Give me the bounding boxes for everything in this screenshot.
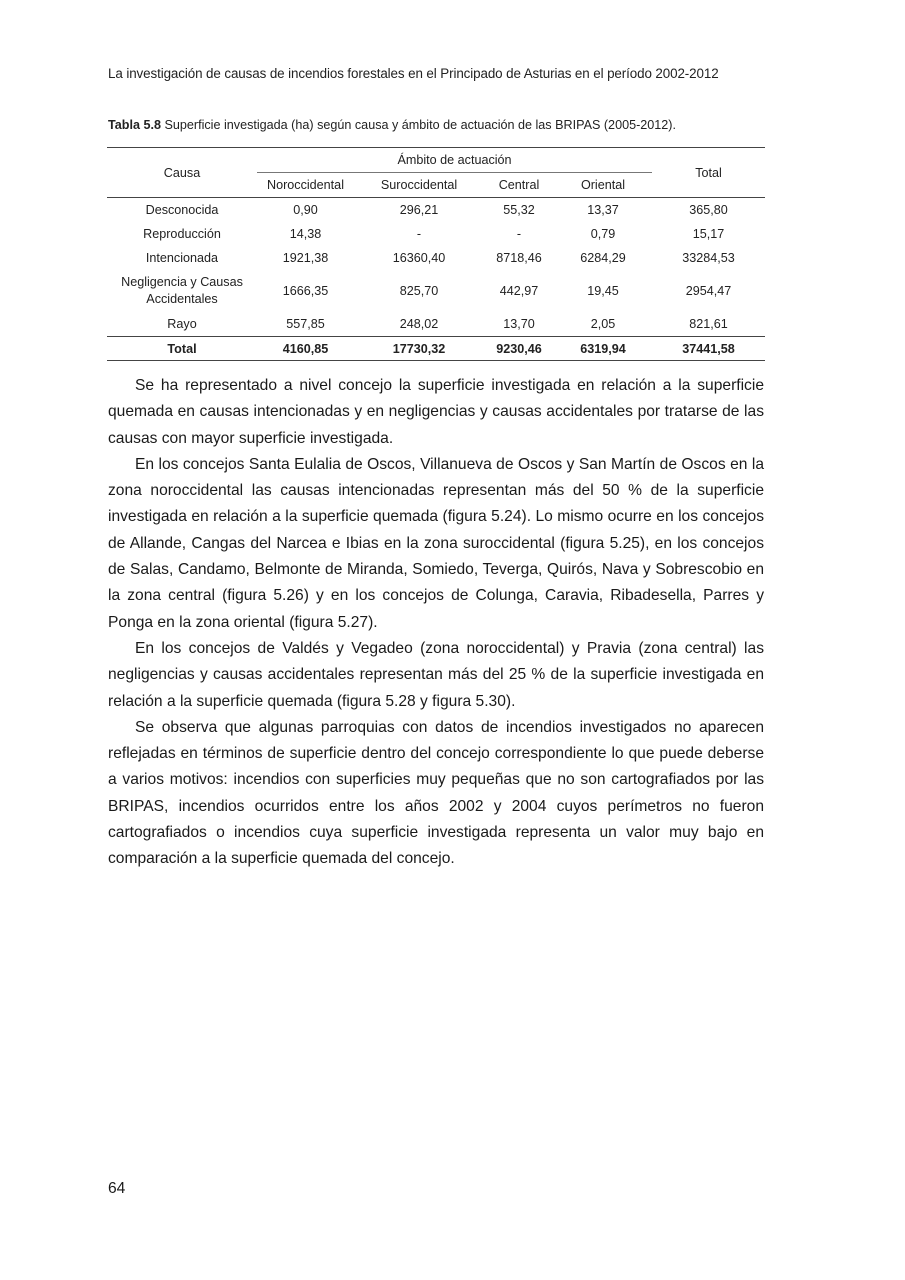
cell-value: 6284,29 bbox=[580, 251, 626, 265]
cell-value: 8718,46 bbox=[496, 251, 542, 265]
cell-value: 55,32 bbox=[503, 203, 535, 217]
cell-total: 821,61 bbox=[689, 317, 728, 331]
paragraph: En los concejos de Valdés y Vegadeo (zona noroccidental) y Pravia (zona central) las negligencias y causas accidentales representan más del 25 % de la superficie investigada en relación a la superficie quemada (figura 5.28 y figura 5.30). bbox=[108, 639, 764, 710]
cell-value: 19,45 bbox=[587, 284, 619, 298]
cell-value: 13,37 bbox=[587, 203, 619, 217]
header-ambito: Ámbito de actuación bbox=[257, 148, 652, 173]
cell-value: 13,70 bbox=[503, 317, 535, 331]
table-caption bbox=[108, 118, 676, 132]
row-causa-line: Accidentales bbox=[146, 292, 218, 306]
body-text bbox=[108, 373, 764, 873]
cell-total: 15,17 bbox=[692, 227, 725, 241]
header-central: Central bbox=[484, 173, 554, 198]
cell-value: 557,85 bbox=[286, 317, 325, 331]
cell-value: 0,90 bbox=[293, 203, 318, 217]
row-causa: Reproducción bbox=[143, 226, 221, 241]
table-row bbox=[107, 312, 765, 337]
row-causa: Intencionada bbox=[145, 250, 219, 265]
table-row bbox=[107, 270, 765, 312]
table-header-row bbox=[107, 148, 765, 173]
paragraph: En los concejos Santa Eulalia de Oscos, Villanueva de Oscos y San Martín de Oscos en la zona noroccidental las causas intencionadas representan más del 50 % de la superficie investigada en relación a la superficie quemada (figura 5.24). Lo mismo ocurre en los concejos de Allande, Cangas del Narcea e Ibias en la zona suroccidental (figura 5.25), en los concejos de Salas, Candamo, Belmonte de Miranda, Somiedo, Teverga, Quirós, Nava y Sobrescobio en la zona central (figura 5.26) y en los concejos de Colunga, Caravia, Ribadesella, Parres y Ponga en la zona oriental (figura 5.27). bbox=[108, 455, 764, 631]
cell-value: - bbox=[416, 227, 422, 241]
cell-value: 1666,35 bbox=[282, 284, 329, 298]
table-caption-label: Tabla 5.8 bbox=[108, 118, 161, 132]
table-total-row bbox=[107, 337, 765, 361]
cell-value: 1921,38 bbox=[282, 251, 329, 265]
row-causa bbox=[107, 270, 257, 312]
paragraph: Se observa que algunas parroquias con datos de incendios investigados no aparecen reflejadas en términos de superficie dentro del concejo correspondiente lo que puede deberse a varios motivos: incendios con superficies muy pequeñas que no son cartografiados por las BRIPAS, incendios ocurridos entre los años 2002 y 2004 cuyos perímetros no fueron cartografiados o incendios cuya superficie investigada representa un valor muy bajo en comparación a la superficie quemada del concejo. bbox=[108, 718, 764, 868]
header-oriental: Oriental bbox=[554, 173, 652, 198]
total-label: Total bbox=[107, 337, 257, 361]
total-value: 4160,85 bbox=[257, 337, 354, 361]
data-table bbox=[107, 147, 765, 361]
cell-value: 825,70 bbox=[399, 284, 439, 298]
total-value: 37441,58 bbox=[652, 337, 765, 361]
header-causa: Causa bbox=[107, 148, 257, 198]
cell-value: - bbox=[516, 227, 522, 241]
cell-total: 365,80 bbox=[689, 203, 728, 217]
table-row bbox=[107, 222, 765, 246]
table-caption-text: Superficie investigada (ha) según causa y ámbito de actuación de las BRIPAS (2005-2012). bbox=[160, 118, 676, 132]
header-total: Total bbox=[652, 148, 765, 198]
table-row bbox=[107, 246, 765, 270]
header-noroccidental: Noroccidental bbox=[257, 173, 354, 198]
paragraph: Se ha representado a nivel concejo la superficie investigada en relación a la superficie quemada en causas intencionadas y en negligencias y causas accidentales por tratarse de las causas con mayor superficie investigada. bbox=[108, 377, 764, 447]
row-causa: Rayo bbox=[167, 316, 197, 331]
cell-value: 0,79 bbox=[590, 227, 616, 241]
cell-value: 296,21 bbox=[399, 203, 439, 217]
cell-total: 33284,53 bbox=[682, 251, 735, 265]
header-suroccidental: Suroccidental bbox=[354, 173, 484, 198]
cell-value: 16360,40 bbox=[392, 251, 446, 265]
running-header: La investigación de causas de incendios forestales en el Principado de Asturias en el período 2002-2012 bbox=[108, 66, 719, 81]
row-causa: Desconocida bbox=[145, 202, 219, 217]
table-row bbox=[107, 198, 765, 223]
total-value: 9230,46 bbox=[484, 337, 554, 361]
cell-total: 2954,47 bbox=[685, 284, 732, 298]
cell-value: 14,38 bbox=[289, 227, 322, 241]
cell-value: 2,05 bbox=[590, 317, 616, 331]
total-value: 6319,94 bbox=[554, 337, 652, 361]
page-number: 64 bbox=[108, 1180, 126, 1197]
total-value: 17730,32 bbox=[354, 337, 484, 361]
row-causa-line: Negligencia y Causas bbox=[121, 275, 243, 289]
cell-value: 248,02 bbox=[399, 317, 439, 331]
cell-value: 442,97 bbox=[499, 284, 539, 298]
